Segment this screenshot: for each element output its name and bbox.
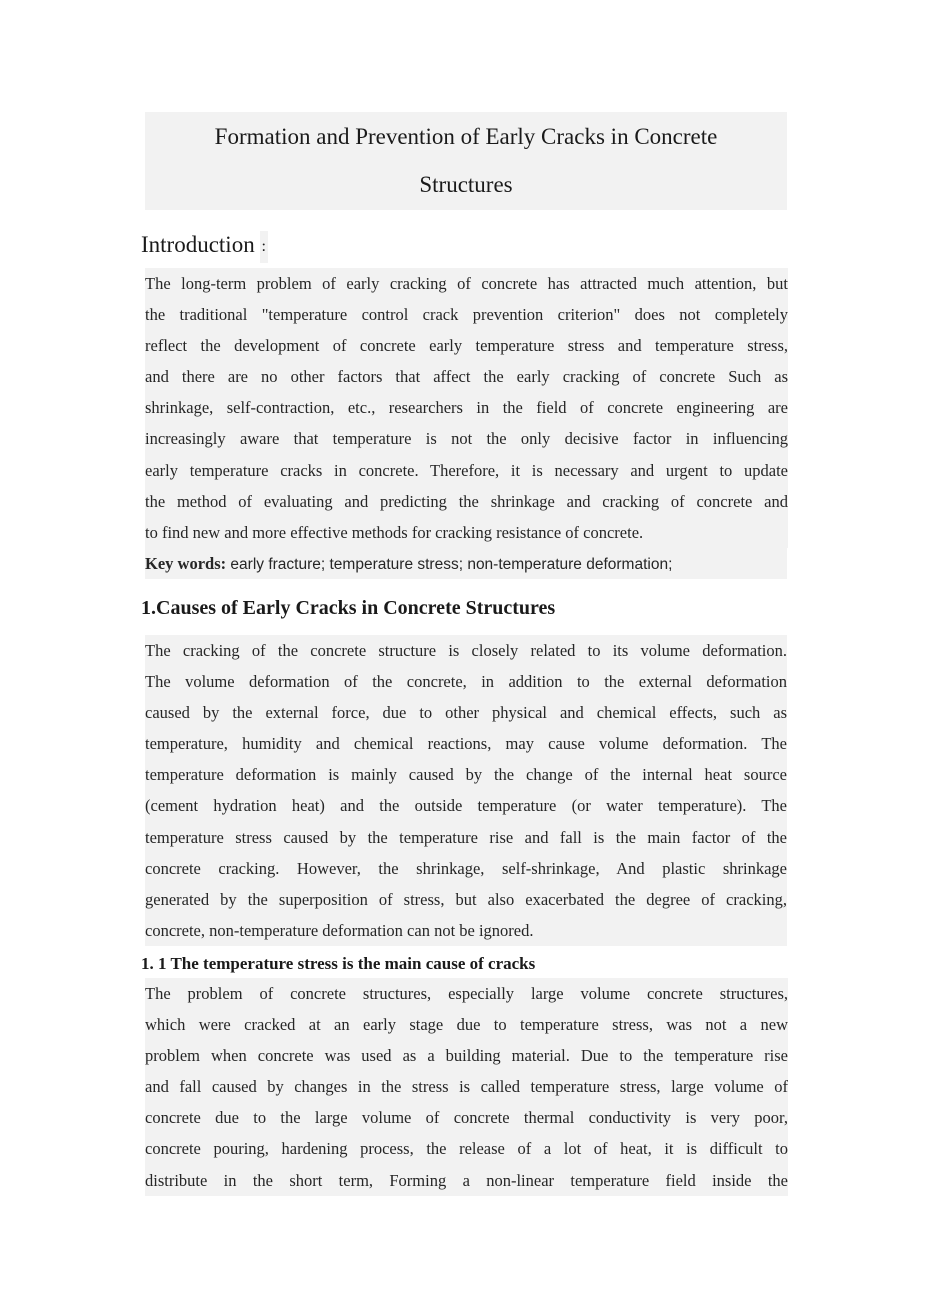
keywords-line: [145, 548, 787, 579]
section-1-paragraph: [145, 635, 787, 946]
paragraph-line: temperature, humidity and chemical reactions, may cause volume deformation. The: [145, 728, 787, 759]
paragraph-line: (cement hydration heat) and the outside temperature (or water temperature). The: [145, 790, 787, 821]
introduction-heading: [141, 229, 268, 263]
paragraph-line: shrinkage, self-contraction, etc., researchers in the field of concrete engineering are: [145, 392, 788, 423]
paragraph-line: concrete pouring, hardening process, the release of a lot of heat, it is difficult to: [145, 1133, 788, 1164]
paragraph-line: early temperature cracks in concrete. Therefore, it is necessary and urgent to update: [145, 455, 788, 486]
paragraph-line: the method of evaluating and predicting the shrinkage and cracking of concrete and: [145, 486, 788, 517]
section-1-1-paragraph: [145, 978, 788, 1196]
paragraph-line: The volume deformation of the concrete, in addition to the external deformation: [145, 666, 787, 697]
paragraph-line: concrete due to the large volume of concrete thermal conductivity is very poor,: [145, 1102, 788, 1133]
paragraph-line: concrete cracking. However, the shrinkage, self-shrinkage, And plastic shrinkage: [145, 853, 787, 884]
paragraph-line: concrete, non-temperature deformation can not be ignored.: [145, 915, 787, 946]
paragraph-line: and there are no other factors that affect the early cracking of concrete Such as: [145, 361, 788, 392]
introduction-heading-colon: :: [260, 231, 267, 263]
introduction-heading-text: Introduction: [141, 232, 255, 257]
paragraph-line: The cracking of the concrete structure is closely related to its volume deformation.: [145, 635, 787, 666]
paragraph-line: The problem of concrete structures, especially large volume concrete structures,: [145, 978, 788, 1009]
section-1-1-heading: 1. 1 The temperature stress is the main cause of cracks: [141, 954, 536, 973]
paragraph-line: distribute in the short term, Forming a non-linear temperature field inside the: [145, 1165, 788, 1196]
paragraph-line: generated by the superposition of stress, but also exacerbated the degree of cracking,: [145, 884, 787, 915]
document-title: [145, 112, 787, 210]
paragraph-line: which were cracked at an early stage due to temperature stress, was not a new: [145, 1009, 788, 1040]
paragraph-line: reflect the development of concrete early temperature stress and temperature stress,: [145, 330, 788, 361]
paragraph-line: increasingly aware that temperature is not the only decisive factor in influencing: [145, 423, 788, 454]
paragraph-line: temperature deformation is mainly caused by the change of the internal heat source: [145, 759, 787, 790]
introduction-paragraph: [145, 268, 788, 579]
section-1-heading: 1.Causes of Early Cracks in Concrete Structures: [141, 597, 556, 619]
paragraph-line: and fall caused by changes in the stress is called temperature stress, large volume of: [145, 1071, 788, 1102]
paragraph-line: temperature stress caused by the temperature rise and fall is the main factor of the: [145, 822, 787, 853]
keywords-label: Key words:: [145, 553, 227, 573]
title-line-2: Structures: [419, 172, 513, 197]
paragraph-line: caused by the external force, due to other physical and chemical effects, such as: [145, 697, 787, 728]
paragraph-line: the traditional "temperature control crack prevention criterion" does not completely: [145, 299, 788, 330]
title-line-1: Formation and Prevention of Early Cracks in Concrete: [214, 124, 718, 149]
paragraph-line: The long-term problem of early cracking of concrete has attracted much attention, but: [145, 268, 788, 299]
paragraph-line: problem when concrete was used as a building material. Due to the temperature rise: [145, 1040, 788, 1071]
keywords-text: early fracture; temperature stress; non-temperature deformation;: [226, 555, 673, 573]
paragraph-line: to find new and more effective methods for cracking resistance of concrete.: [145, 517, 788, 548]
